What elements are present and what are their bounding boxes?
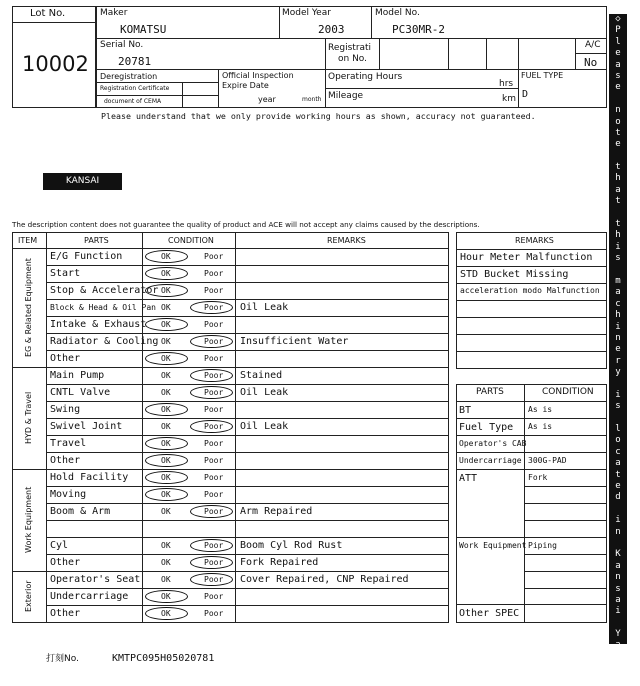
poor-option: Poor bbox=[204, 507, 224, 516]
poor-selected-circle bbox=[190, 335, 233, 348]
parts-sub-divider bbox=[524, 588, 607, 589]
part-name: Start bbox=[50, 268, 81, 279]
operating-hours-label: Operating Hours bbox=[328, 72, 403, 82]
model-year-label: Model Year bbox=[282, 8, 331, 18]
banner-letter: t bbox=[615, 196, 621, 207]
ac-label: A/C bbox=[585, 40, 601, 50]
part-name: Undercarriage bbox=[50, 591, 129, 602]
banner-letter: l bbox=[615, 424, 621, 435]
remark-text: Cover Repaired, CNP Repaired bbox=[240, 574, 409, 585]
part-name: Stop & Accelerator bbox=[50, 285, 159, 296]
row-divider bbox=[46, 520, 449, 521]
poor-option: Poor bbox=[204, 252, 224, 261]
location-badge: KANSAI bbox=[43, 173, 122, 190]
ok-selected-circle bbox=[145, 318, 188, 331]
banner-letter: i bbox=[615, 321, 621, 332]
banner-letter: c bbox=[615, 298, 621, 309]
banner-letter: a bbox=[615, 287, 621, 298]
banner-letter: t bbox=[615, 469, 621, 480]
part-name: Other bbox=[50, 608, 81, 619]
row-divider bbox=[12, 469, 449, 470]
maker-label: Maker bbox=[100, 8, 128, 18]
banner-letter: i bbox=[615, 606, 621, 617]
remarks-divider bbox=[456, 317, 607, 318]
poor-selected-circle bbox=[190, 301, 233, 314]
parts-divider bbox=[456, 604, 607, 605]
remark-line: acceleration modo Malfunction bbox=[460, 286, 600, 295]
parts-panel-condition-header: CONDITION bbox=[542, 387, 594, 397]
header-remarks: REMARKS bbox=[327, 236, 366, 245]
remark-text: Stained bbox=[240, 370, 283, 381]
ok-option: OK bbox=[161, 388, 171, 397]
parts-divider bbox=[456, 435, 607, 436]
remark-text: Boom Cyl Rod Rust bbox=[240, 540, 343, 551]
poor-option: Poor bbox=[204, 439, 224, 448]
poor-option: Poor bbox=[204, 388, 224, 397]
poor-option: Poor bbox=[204, 269, 224, 278]
poor-selected-circle bbox=[190, 539, 233, 552]
banner-letter: a bbox=[615, 59, 621, 70]
header-parts: PARTS bbox=[84, 236, 109, 245]
part-name: E/G Function bbox=[50, 251, 123, 262]
month-label: month bbox=[302, 96, 322, 103]
part-name: Radiator & Cooling bbox=[50, 336, 159, 347]
poor-option: Poor bbox=[204, 558, 224, 567]
header-item: ITEM bbox=[18, 236, 38, 245]
banner-letter: i bbox=[615, 241, 621, 252]
banner-letter: a bbox=[615, 560, 621, 571]
parts-panel-condition: As is bbox=[528, 405, 553, 414]
model-year-value: 2003 bbox=[318, 23, 345, 36]
part-name: Hold Facility bbox=[50, 472, 129, 483]
disclaimer: The description content does not guarantee the quality of product and ACE will not accept any claims caused by the descriptions. bbox=[12, 220, 480, 229]
banner-letter: h bbox=[615, 230, 621, 241]
remarks-divider bbox=[456, 266, 607, 267]
ok-option: OK bbox=[161, 575, 171, 584]
ok-selected-circle bbox=[145, 352, 188, 365]
banner-letter: n bbox=[615, 526, 621, 537]
row-divider bbox=[46, 418, 449, 419]
poor-option: Poor bbox=[204, 303, 224, 312]
ok-selected-circle bbox=[145, 437, 188, 450]
row-divider bbox=[46, 299, 449, 300]
group-label: HYD & Travel bbox=[24, 391, 33, 445]
year-label: year bbox=[258, 95, 276, 104]
banner-letter bbox=[609, 618, 627, 629]
banner-letter: c bbox=[615, 446, 621, 457]
parts-sub-divider bbox=[524, 520, 607, 521]
banner-letter: e bbox=[615, 481, 621, 492]
lot-number: 10002 bbox=[22, 52, 89, 76]
serial-label: Serial No. bbox=[100, 40, 144, 50]
poor-selected-circle bbox=[190, 369, 233, 382]
model-no-label: Model No. bbox=[375, 8, 420, 18]
row-divider bbox=[12, 571, 449, 572]
poor-option: Poor bbox=[204, 490, 224, 499]
cema-document: document of CEMA bbox=[104, 98, 162, 105]
part-name: Block & Head & Oil Pan bbox=[50, 303, 156, 312]
poor-selected-circle bbox=[190, 386, 233, 399]
ok-option: OK bbox=[161, 541, 171, 550]
poor-option: Poor bbox=[204, 473, 224, 482]
part-name: Travel bbox=[50, 438, 87, 449]
banner-letter: a bbox=[615, 640, 621, 651]
poor-selected-circle bbox=[190, 505, 233, 518]
banner-letter: i bbox=[615, 515, 621, 526]
registration-label-1: Registrati bbox=[328, 43, 372, 53]
ok-option: OK bbox=[161, 507, 171, 516]
banner-letter: s bbox=[615, 253, 621, 264]
row-divider bbox=[46, 350, 449, 351]
deregistration-label: Deregistration bbox=[100, 72, 158, 81]
poor-selected-circle bbox=[190, 556, 233, 569]
part-name: CNTL Valve bbox=[50, 387, 111, 398]
ok-option: OK bbox=[161, 371, 171, 380]
row-divider bbox=[46, 401, 449, 402]
fuel-type-value: D bbox=[522, 89, 529, 100]
part-name: Cyl bbox=[50, 540, 69, 551]
banner-letter: n bbox=[615, 572, 621, 583]
row-divider bbox=[46, 333, 449, 334]
part-name: Other bbox=[50, 353, 81, 364]
banner-letter: r bbox=[615, 651, 621, 662]
row-divider bbox=[12, 367, 449, 368]
parts-sub-divider bbox=[524, 571, 607, 572]
banner-letter: r bbox=[615, 355, 621, 366]
poor-option: Poor bbox=[204, 337, 224, 346]
parts-sub-divider bbox=[524, 503, 607, 504]
remarks-divider bbox=[456, 300, 607, 301]
banner-letter: a bbox=[615, 458, 621, 469]
banner-letter: Y bbox=[615, 629, 621, 640]
banner-letter bbox=[609, 538, 627, 549]
parts-panel-condition: 300G-PAD bbox=[528, 456, 567, 465]
hours-notice: Please understand that we only provide working hours as shown, accuracy not guaranteed. bbox=[101, 111, 536, 121]
ok-selected-circle bbox=[145, 471, 188, 484]
ok-option: OK bbox=[161, 303, 171, 312]
ok-selected-circle bbox=[145, 403, 188, 416]
banner-letter: o bbox=[615, 116, 621, 127]
banner-letter: o bbox=[615, 435, 621, 446]
banner-letter: s bbox=[615, 401, 621, 412]
ok-selected-circle bbox=[145, 284, 188, 297]
ok-option: OK bbox=[161, 473, 171, 482]
remarks-divider bbox=[456, 334, 607, 335]
banner-letter: P bbox=[615, 25, 621, 36]
banner-letter: t bbox=[615, 127, 621, 138]
part-name: Swivel Joint bbox=[50, 421, 123, 432]
banner-letter: n bbox=[615, 105, 621, 116]
poor-option: Poor bbox=[204, 371, 224, 380]
ac-value: No bbox=[584, 56, 598, 69]
poor-selected-circle bbox=[190, 420, 233, 433]
ok-option: OK bbox=[161, 405, 171, 414]
banner-letter bbox=[609, 504, 627, 515]
parts-panel-part: ATT bbox=[459, 473, 478, 484]
banner-letter: d bbox=[615, 492, 621, 503]
parts-panel-part: Operator's CAB bbox=[459, 439, 527, 448]
banner-letter: l bbox=[615, 36, 621, 47]
ok-selected-circle bbox=[145, 488, 188, 501]
ok-selected-circle bbox=[145, 454, 188, 467]
banner-letter: m bbox=[615, 275, 621, 286]
part-name: Main Pump bbox=[50, 370, 105, 381]
ok-option: OK bbox=[161, 490, 171, 499]
row-divider bbox=[46, 265, 449, 266]
remarks-divider bbox=[456, 351, 607, 352]
serial-value: 20781 bbox=[118, 55, 152, 68]
poor-option: Poor bbox=[204, 456, 224, 465]
row-divider bbox=[46, 503, 449, 504]
hrs-unit: hrs bbox=[499, 79, 514, 89]
parts-divider bbox=[456, 418, 607, 419]
poor-option: Poor bbox=[204, 575, 224, 584]
part-name: Other bbox=[50, 455, 81, 466]
model-no-value: PC30MR-2 bbox=[392, 23, 445, 36]
parts-panel-condition: As is bbox=[528, 422, 553, 431]
ok-selected-circle bbox=[145, 250, 188, 263]
poor-option: Poor bbox=[204, 422, 224, 431]
part-name: Swing bbox=[50, 404, 81, 415]
inspection-label-1: Official Inspection bbox=[222, 71, 294, 80]
row-divider bbox=[46, 316, 449, 317]
remarks-divider bbox=[456, 249, 607, 250]
parts-panel-part: Undercarriage bbox=[459, 456, 522, 465]
maker-value: KOMATSU bbox=[120, 23, 167, 36]
banner-letter: y bbox=[615, 367, 621, 378]
poor-option: Poor bbox=[204, 592, 224, 601]
parts-panel-part: BT bbox=[459, 405, 472, 416]
row-divider bbox=[46, 588, 449, 589]
parts-divider bbox=[456, 469, 607, 470]
group-label: Exterior bbox=[24, 580, 33, 613]
row-divider bbox=[46, 282, 449, 283]
banner-letter: t bbox=[615, 162, 621, 173]
poor-selected-circle bbox=[190, 573, 233, 586]
registration-certificate: Registration Certificate bbox=[100, 85, 170, 92]
parts-sub-divider bbox=[524, 486, 607, 487]
part-name: Intake & Exhaust bbox=[50, 319, 147, 330]
banner-letter: s bbox=[615, 70, 621, 81]
remark-text: Oil Leak bbox=[240, 302, 289, 313]
remark-text: Oil Leak bbox=[240, 387, 289, 398]
banner-letter: ◇ bbox=[615, 14, 621, 24]
parts-panel-condition: Piping bbox=[528, 541, 557, 550]
side-banner bbox=[609, 14, 627, 685]
group-label: Work Equipment bbox=[24, 486, 33, 554]
ok-option: OK bbox=[161, 558, 171, 567]
banner-letter bbox=[609, 413, 627, 424]
banner-letter bbox=[609, 151, 627, 162]
poor-option: Poor bbox=[204, 320, 224, 329]
ok-option: OK bbox=[161, 609, 171, 618]
row-divider bbox=[46, 486, 449, 487]
parts-sub-divider bbox=[524, 554, 607, 555]
parts-panel-part: Other SPEC bbox=[459, 608, 520, 619]
row-divider bbox=[46, 452, 449, 453]
remarks-divider bbox=[456, 283, 607, 284]
ok-option: OK bbox=[161, 422, 171, 431]
km-unit: km bbox=[502, 94, 516, 104]
parts-panel-part: Fuel Type bbox=[459, 422, 514, 433]
ok-selected-circle bbox=[145, 607, 188, 620]
poor-option: Poor bbox=[204, 405, 224, 414]
part-name: Other bbox=[50, 557, 81, 568]
parts-divider bbox=[456, 537, 607, 538]
banner-letter: a bbox=[615, 184, 621, 195]
remark-text: Oil Leak bbox=[240, 421, 289, 432]
banner-letter: i bbox=[615, 389, 621, 400]
ok-option: OK bbox=[161, 456, 171, 465]
banner-letter: s bbox=[615, 583, 621, 594]
banner-letter bbox=[609, 265, 627, 276]
ok-option: OK bbox=[161, 592, 171, 601]
remarks-panel-header: REMARKS bbox=[515, 236, 554, 245]
stamp-label: 打刻No. bbox=[46, 654, 79, 664]
poor-option: Poor bbox=[204, 286, 224, 295]
banner-letter: K bbox=[615, 549, 621, 560]
poor-option: Poor bbox=[204, 354, 224, 363]
parts-panel-condition: Fork bbox=[528, 473, 548, 482]
poor-option: Poor bbox=[204, 541, 224, 550]
banner-letter: e bbox=[615, 139, 621, 150]
banner-letter: e bbox=[615, 344, 621, 355]
part-name: Moving bbox=[50, 489, 87, 500]
banner-letter: a bbox=[615, 594, 621, 605]
mileage-label: Mileage bbox=[328, 91, 364, 101]
row-divider bbox=[46, 435, 449, 436]
row-divider bbox=[46, 537, 449, 538]
parts-divider bbox=[456, 452, 607, 453]
banner-letter: h bbox=[615, 310, 621, 321]
poor-option: Poor bbox=[204, 609, 224, 618]
lot-label: Lot No. bbox=[30, 8, 66, 19]
remark-text: Arm Repaired bbox=[240, 506, 313, 517]
ok-option: OK bbox=[161, 320, 171, 329]
group-label: EG & Related Equipment bbox=[24, 258, 33, 357]
banner-letter: t bbox=[615, 219, 621, 230]
banner-letter: d bbox=[615, 663, 621, 674]
registration-label-2: on No. bbox=[338, 54, 368, 64]
row-divider bbox=[46, 605, 449, 606]
part-name: Operator's Seat bbox=[50, 574, 141, 585]
banner-letter: e bbox=[615, 82, 621, 93]
ok-option: OK bbox=[161, 269, 171, 278]
ok-selected-circle bbox=[145, 267, 188, 280]
banner-letter bbox=[609, 94, 627, 105]
ok-selected-circle bbox=[145, 590, 188, 603]
parts-panel-parts-header: PARTS bbox=[476, 387, 504, 397]
remark-line: Hour Meter Malfunction bbox=[460, 252, 593, 263]
row-divider bbox=[46, 384, 449, 385]
ok-option: OK bbox=[161, 286, 171, 295]
row-divider bbox=[46, 554, 449, 555]
banner-letter: n bbox=[615, 332, 621, 343]
remark-text: Insufficient Water bbox=[240, 336, 349, 347]
part-name: Boom & Arm bbox=[50, 506, 111, 517]
parts-panel-part: Work Equipment bbox=[459, 541, 527, 550]
banner-letter bbox=[609, 208, 627, 219]
banner-letter: ◇ bbox=[615, 674, 621, 685]
banner-letter: h bbox=[615, 173, 621, 184]
ok-option: OK bbox=[161, 439, 171, 448]
ok-option: OK bbox=[161, 354, 171, 363]
header-condition: CONDITION bbox=[168, 236, 214, 245]
fuel-type-label: FUEL TYPE bbox=[521, 71, 564, 80]
remark-text: Fork Repaired bbox=[240, 557, 319, 568]
stamp-number: KMTPC095H05020781 bbox=[112, 653, 215, 664]
banner-letter bbox=[609, 379, 627, 390]
ok-option: OK bbox=[161, 337, 171, 346]
ok-option: OK bbox=[161, 252, 171, 261]
banner-letter: e bbox=[615, 48, 621, 59]
inspection-label-2: Expire Date bbox=[222, 81, 269, 90]
remark-line: STD Bucket Missing bbox=[460, 269, 569, 280]
